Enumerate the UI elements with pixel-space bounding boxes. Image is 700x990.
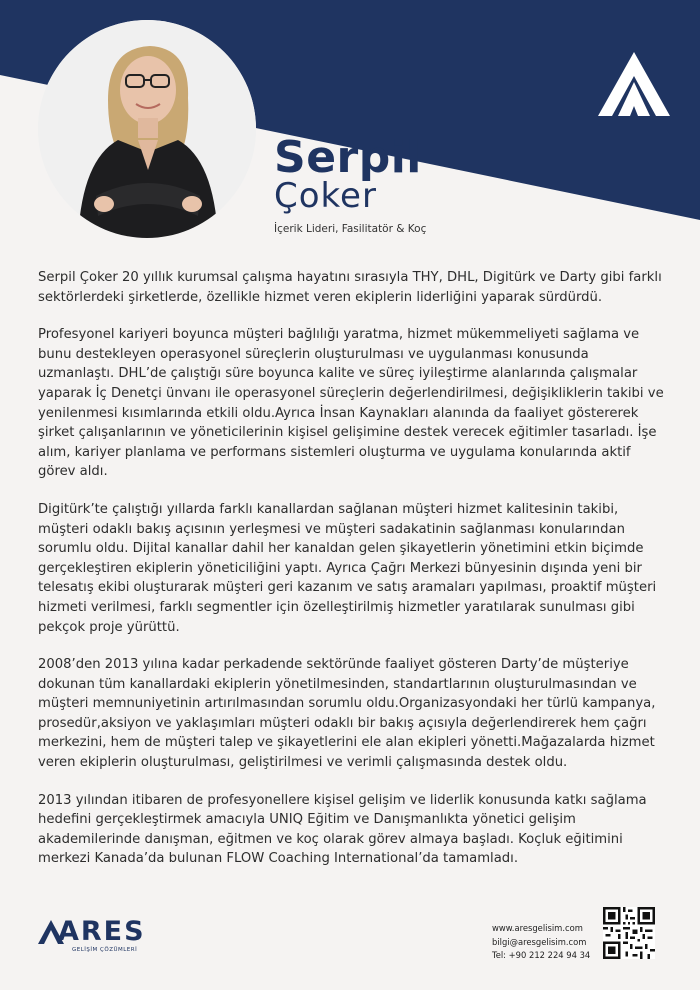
bio-paragraph: Serpil Çoker 20 yıllık kurumsal çalışma hayatını sırasıyla THY, DHL, Digitürk ve Darty gibi farklı sektörlerdeki şirketlerde, özellikle hizmet veren ekiplerin liderliğini yaparak sürdürdü.: [38, 270, 662, 305]
ares-a-triangle-icon: [598, 52, 670, 116]
phone-number: Tel: +90 212 224 94 34: [492, 950, 591, 960]
logo-text: ARES: [58, 916, 146, 947]
first-name: Serpil: [274, 132, 422, 183]
bio-paragraph: 2008’den 2013 yılına kadar perkadende sektöründe faaliyet gösteren Darty’de müşteriye dokunan tüm kanallardaki ekiplerin yönetilmesinden, standartlarının oluşturulmasından ve müşteri memnuniyetinin artırılmasından sorumlu oldu.Organizasyondaki her türlü kampanya, prosedür,aksiyon ve yaklaşımları müşteri odaklı bir bakış açısıyla değerlendirerek hem çağrı merkezini, hem de müşteri talep ve şikayetlerini ele alan ekipleri yönetti.Mağazalarda hizmet veren ekiplerin oluşturulması, geliştirilmesi ve verimli çalışmasında destek oldu.: [38, 657, 656, 771]
website-link[interactable]: www.aresgelisim.com: [492, 923, 583, 933]
ares-logo: [38, 918, 148, 958]
bio-paragraph: Profesyonel kariyeri boyunca müşteri bağlılığı yaratma, hizmet mükemmeliyeti sağlama ve bunu destekleyen operasyonel süreçlerin oluşturulması ve uygulanması konusunda uzmanlaştı. DHL’de çalıştığı süre boyunca kalite ve süreç iyileştirme alanlarında çalışmalar yaparak İç Denetçi ünvanı ile operasyonel süreçlerin değerlendirilmesi, değişikliklerin takibi ve yenilenmesi kısımlarında etkili oldu.Ayrıca İnsan Kaynakları alanında da faaliyet göstererek şirket çalışanlarının ve yöneticilerinin kişisel gelişimine destek verecek eğitimler tasarladı. İşe alım, kariyer planlama ve performans sistemleri oluşturma ve uygulama konularında aktif görev aldı.: [38, 327, 664, 480]
bio-paragraph: 2013 yılından itibaren de profesyonellere kişisel gelişim ve liderlik konusunda katkı sağlama hedefini gerçekleştirmek amacıyla UNIQ Eğitim ve Danışmanlıkta yönetici gelişim akademilerinde danışman, eğitmen ve koç olarak görev almaya başladı. Koçluk eğitimini merkezi Kanada’da bulunan FLOW Coaching International’da tamamladı.: [38, 792, 647, 867]
portrait-illustration: [38, 20, 256, 238]
contact-info: [492, 922, 590, 963]
email-link[interactable]: bilgi@aresgelisim.com: [492, 936, 587, 947]
logo-subtitle: GELİŞİM ÇÖZÜMLERİ: [72, 947, 138, 953]
biography: [38, 268, 668, 887]
role-title: İçerik Lideri, Fasilitatör & Koç: [274, 223, 427, 235]
qr-code-icon: [603, 907, 655, 959]
bio-paragraph: Digitürk’te çalıştığı yıllarda farklı kanallardan sağlanan müşteri hizmet kalitesinin takibi, müşteri odaklı bakış açısının yerleşmesi ve müşteri sadakatinin sağlanması konularından sorumlu oldu. Dijital kanallar dahil her kanaldan gelen şikayetlerin yönetimini etkin biçimde gerçekleştiren ekiplerin yöneticiliğini yaptı. Ayrıca Çağrı Merkezi bünyesinin dışında yeni bir telesatış ekibi oluşturarak müşteri geri kazanım ve satış aramaları yapılması, proaktif müşteri hizmeti verilmesi, farklı segmentler için özelleştirilmiş hizmetler yaratılarak sunulması gibi pekçok proje yürüttü.: [38, 501, 657, 635]
last-name: Çoker: [274, 176, 377, 216]
portrait-photo: [38, 20, 256, 238]
